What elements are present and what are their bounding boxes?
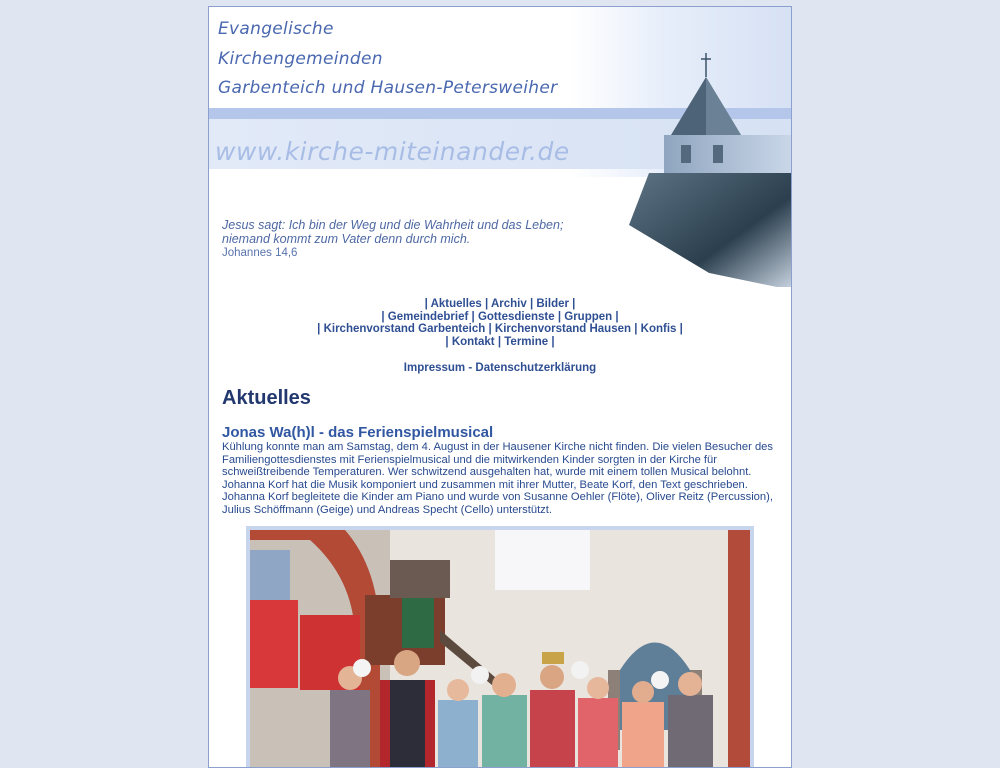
- article-photo-frame: [246, 526, 754, 768]
- nav-separator: |: [424, 298, 428, 310]
- nav-separator: |: [471, 310, 475, 323]
- main-navigation: [209, 298, 791, 349]
- nav-link-kontakt[interactable]: Kontakt: [451, 336, 495, 349]
- bible-verse: [222, 218, 563, 260]
- nav-separator: |: [381, 310, 385, 323]
- privacy-link[interactable]: Datenschutzerklärung: [475, 362, 597, 374]
- site-title-line-3: Garbenteich und Hausen-Petersweiher: [218, 78, 558, 98]
- nav-separator: |: [445, 336, 449, 349]
- nav-link-konfis[interactable]: Konfis: [640, 323, 677, 336]
- nav-separator: |: [557, 310, 562, 323]
- nav-link-gottesdienste[interactable]: Gottesdienste: [477, 310, 555, 323]
- page-title: Aktuelles: [222, 387, 311, 409]
- nav-separator: |: [529, 298, 534, 310]
- nav-row-3: [209, 323, 791, 336]
- nav-row-4: [209, 336, 791, 349]
- nav-separator: |: [572, 298, 576, 310]
- site-title-line-1: Evangelische: [218, 19, 334, 39]
- nav-link-bilder[interactable]: Bilder: [536, 298, 569, 310]
- nav-link-archiv[interactable]: Archiv: [490, 298, 527, 310]
- nav-separator: |: [634, 323, 638, 336]
- nav-separator: |: [317, 323, 321, 336]
- nav-separator: |: [551, 336, 555, 349]
- legal-links: [209, 362, 791, 374]
- article-body: Kühlung konnte man am Samstag, dem 4. August in der Hausener Kirche nicht finden. Die vielen Besucher des Familiengottesdienstes mit Ferienspielmusical und die mitwirkenden Kinder sorgten in der Kirche für schweißtreibende Temperaturen. Wer schwitzend ausgehalten hat, wurde mit einem tollen Musical belohnt. Johanna Korf hat die Musik komponiert und zusammen mit ihrer Mutter, Beate Korf, den Text geschrieben. Johanna Korf begleitete die Kinder am Piano und wurde von Susanne Oehler (Flöte), Oliver Reitz (Percussion), Julius Schöffmann (Geige) und Andreas Specht (Cello) unterstützt.: [222, 441, 773, 516]
- nav-link-gruppen[interactable]: Gruppen: [564, 310, 613, 323]
- nav-link-gemeindebrief[interactable]: Gemeindebrief: [387, 310, 469, 323]
- nav-link-kirchenvorstand-hausen[interactable]: Kirchenvorstand Hausen: [494, 323, 632, 336]
- verse-line-1: Jesus sagt: Ich bin der Weg und die Wahrheit und das Leben;: [222, 218, 564, 232]
- nav-separator: |: [497, 336, 502, 349]
- verse-line-2: niemand kommt zum Vater denn durch mich.: [222, 232, 471, 246]
- site-title-line-2: Kirchengemeinden: [218, 49, 383, 69]
- header-banner: [209, 7, 791, 287]
- legal-separator: -: [468, 362, 473, 374]
- nav-link-termine[interactable]: Termine: [504, 336, 549, 349]
- church-tower-image: [609, 45, 791, 287]
- verse-reference: Johannes 14,6: [222, 247, 298, 259]
- nav-separator: |: [615, 310, 619, 323]
- nav-separator: |: [679, 323, 683, 336]
- nav-row-2: [209, 311, 791, 324]
- nav-link-aktuelles[interactable]: Aktuelles: [430, 298, 482, 310]
- article-title: Jonas Wa(h)l - das Ferienspielmusical: [222, 424, 494, 441]
- nav-link-kirchenvorstand-garbenteich[interactable]: Kirchenvorstand Garbenteich: [323, 323, 486, 336]
- site-url: www.kirche-miteinander.de: [215, 137, 570, 166]
- nav-separator: |: [488, 323, 492, 336]
- nav-separator: |: [484, 298, 489, 310]
- nav-row-1: [209, 298, 791, 311]
- impressum-link[interactable]: Impressum: [403, 362, 466, 374]
- musical-photo: [250, 530, 750, 768]
- page-container: [208, 6, 792, 768]
